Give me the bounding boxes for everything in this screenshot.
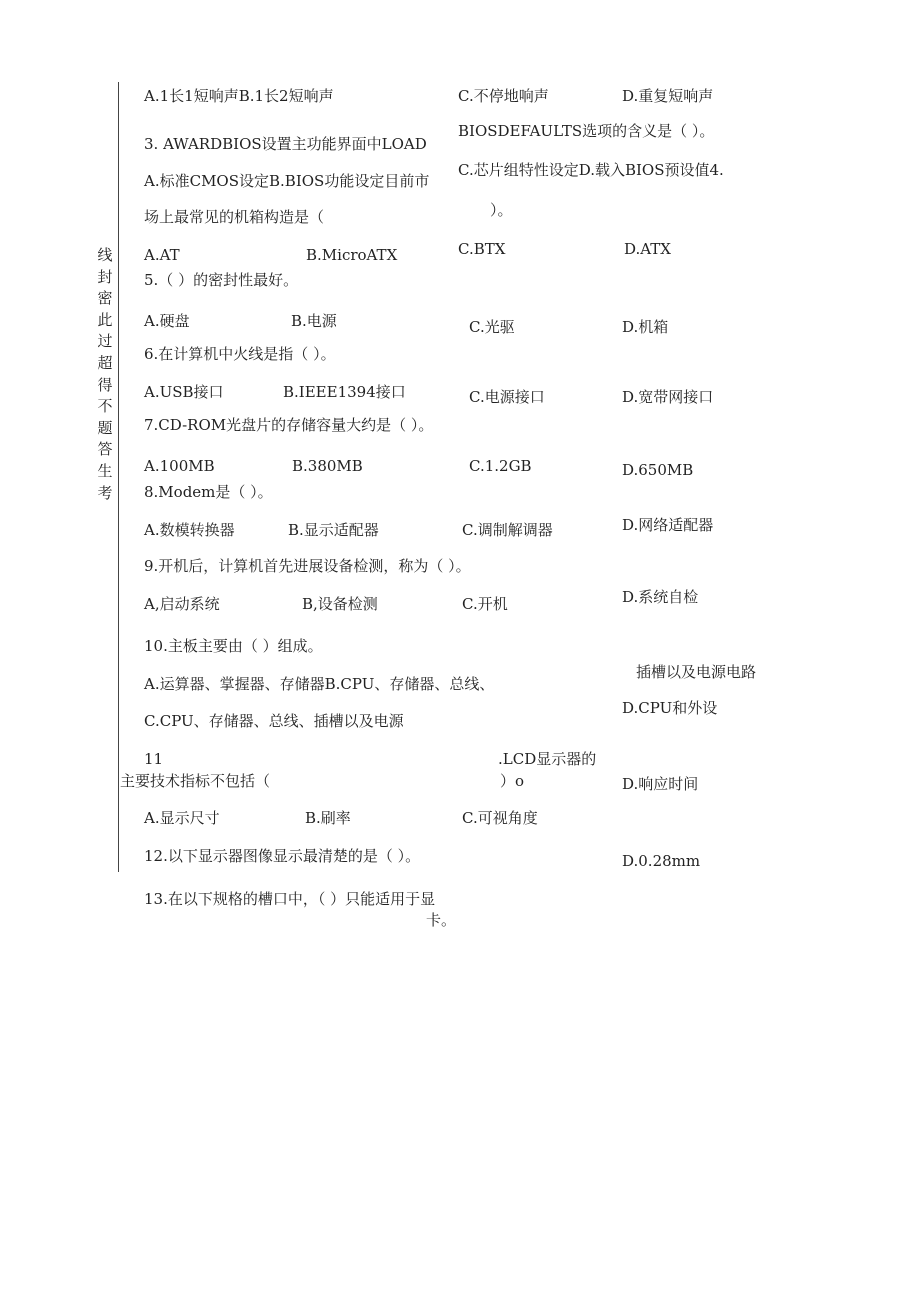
q5-option-d: D.机箱 [622, 318, 669, 336]
q10-options-ab: A.运算器、掌握器、存储器B.CPU、存储器、总线、 [144, 675, 495, 693]
q4-option-d: D.ATX [624, 240, 671, 258]
q6-option-b: B.IEEE1394接口 [283, 383, 406, 401]
q7-option-a: A.100MB [144, 457, 215, 475]
q11-stem: .LCD显示器的 [498, 750, 597, 768]
q11-stem-end: ）o [500, 772, 525, 790]
q4-option-b: B.MicroATX [306, 246, 398, 264]
q11-stem-continued: 主要技术指标不包括（ [120, 772, 271, 790]
q4-stem: 场上最常见的机箱构造是（ [144, 208, 325, 226]
q5-stem: 5.（ ）的密封性最好。 [144, 271, 299, 289]
q9-option-b: B,设备检测 [302, 595, 378, 613]
q5-option-b: B.电源 [291, 312, 337, 330]
q6-option-a: A.USB接口 [144, 383, 224, 401]
q11-option-a: A.显示尺寸 [144, 809, 220, 827]
q2-option-c: C.不停地响声 [458, 87, 549, 105]
q6-option-d: D.宽带网接口 [622, 388, 714, 406]
q5-option-c: C.光驱 [469, 318, 515, 336]
q8-stem: 8.Modem是（ ）。 [144, 483, 273, 501]
q7-stem: 7.CD-ROM光盘片的存储容量大约是（ ）。 [144, 416, 434, 434]
q9-option-c: C.开机 [462, 595, 508, 613]
q13-stem: 13.在以下规格的槽口中，（ ）只能适用于显 [144, 890, 436, 908]
q12-option-d: D.0.28mm [622, 852, 701, 870]
q9-option-a: A,启动系统 [144, 595, 220, 613]
q10-stem: 10.主板主要由（ ）组成。 [144, 637, 323, 655]
q2-options-ab: A.1长1短响声B.1长2短响声 [144, 87, 334, 105]
q12-stem: 12.以下显示器图像显示最清楚的是（ ）。 [144, 847, 421, 865]
q11-option-d: D.响应时间 [622, 775, 699, 793]
q13-stem-end: 卡。 [426, 911, 457, 929]
q6-stem: 6.在计算机中火线是指（ ）。 [144, 345, 336, 363]
q7-option-c: C.1.2GB [469, 457, 532, 475]
q10-option-fragment: 插槽以及电源电路 [636, 663, 757, 681]
q7-option-b: B.380MB [292, 457, 363, 475]
q10-option-c: C.CPU、存储器、总线、插槽以及电源 [144, 712, 404, 730]
q9-stem: 9.开机后，计算机首先进展设备检测，称为（ ）。 [144, 557, 471, 575]
q8-option-a: A.数模转换器 [144, 521, 235, 539]
q4-option-c: C.BTX [458, 240, 506, 258]
q2-option-d: D.重复短响声 [622, 87, 714, 105]
q4-option-a: A.AT [144, 246, 180, 264]
q3-options-cd: C.芯片组特性设定D.载入BIOS预设值4. [458, 161, 724, 179]
q10-option-d: D.CPU和外设 [622, 699, 718, 717]
q9-option-d: D.系统自检 [622, 588, 699, 606]
q6-option-c: C.电源接口 [469, 388, 545, 406]
q7-option-d: D.650MB [622, 461, 694, 479]
q11-number: 11 [144, 750, 164, 768]
seal-line-notice: 线 封 密 此 过 超 得 不 题 答 生 考 [97, 246, 113, 502]
q8-option-b: B.显示适配器 [288, 521, 379, 539]
q3-options-ab: A.标准CMOS设定B.BIOS功能设定目前市 [144, 172, 430, 190]
q4-stem-end: ）。 [490, 201, 513, 219]
margin-rule [118, 82, 119, 872]
q5-option-a: A.硬盘 [144, 312, 190, 330]
q8-option-c: C.调制解调器 [462, 521, 553, 539]
q11-option-c: C.可视角度 [462, 809, 538, 827]
q11-option-b: B.刷率 [305, 809, 351, 827]
q3-stem: 3. AWARDBIOS设置主功能界面中LOAD [144, 135, 427, 153]
q8-option-d: D.网络适配器 [622, 516, 714, 534]
q3-stem-continued: BIOSDEFAULTS选项的含义是（ ）。 [458, 122, 715, 140]
